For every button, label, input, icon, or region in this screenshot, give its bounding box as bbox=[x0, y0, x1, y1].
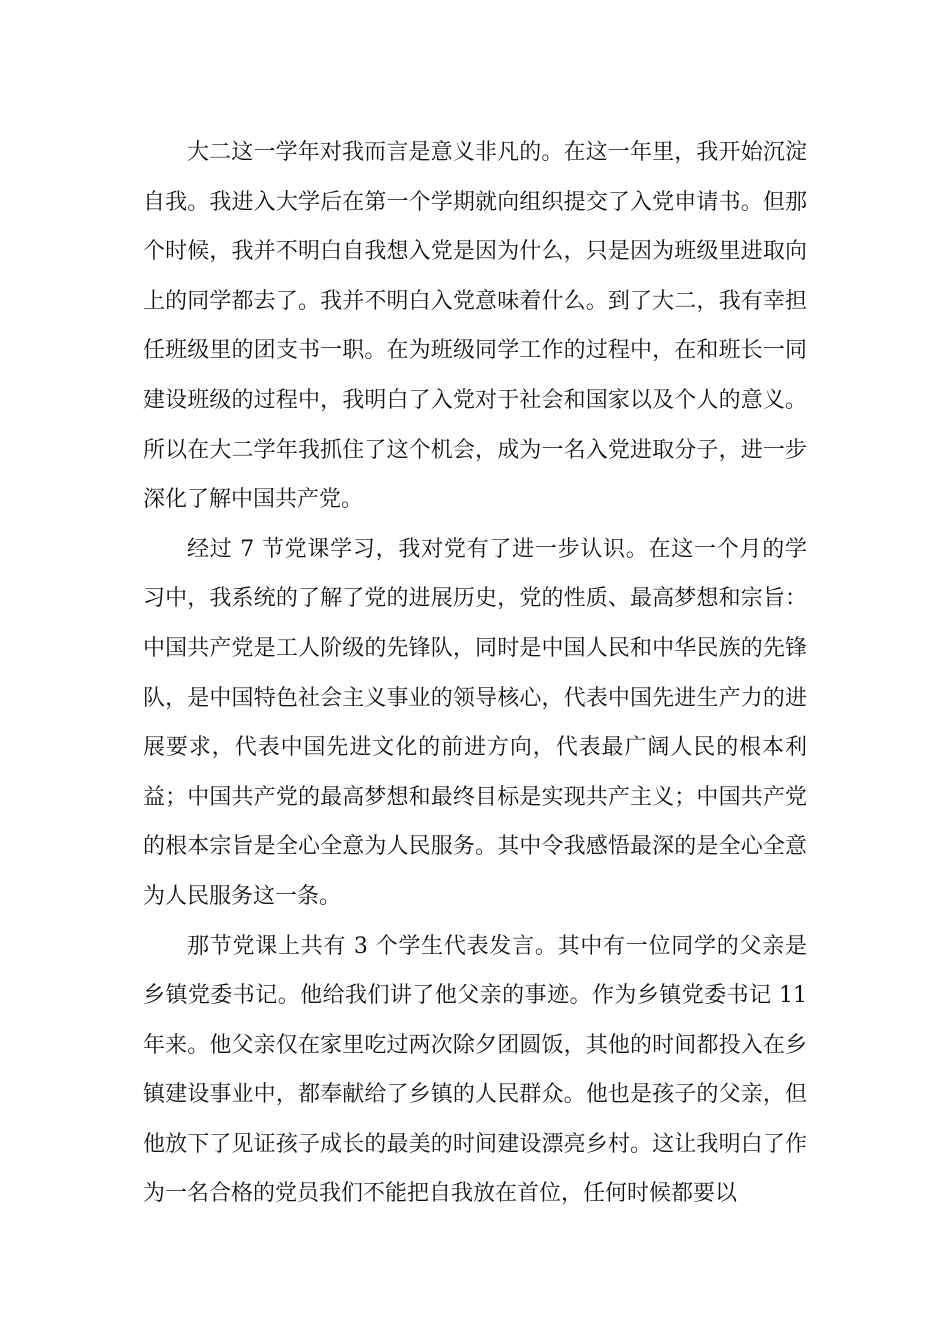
paragraph-3: 那节党课上共有 3 个学生代表发言。其中有一位同学的父亲是乡镇党委书记。他给我们讲了他父亲的事迹。作为乡镇党委书记 11 年来。他父亲仅在家里吃过两次除夕团圆饭，其他的时间都投入在乡镇建设事业中，都奉献给了乡镇的人民群众。他也是孩子的父亲，但他放下了见证孩子成长的最美的时间建设漂亮乡村。这让我明白了作为一名合格的党员我们不能把自我放在首位，任何时候都要以 bbox=[143, 933, 807, 1207]
document-body bbox=[143, 128, 807, 1219]
paragraph-2: 经过 7 节党课学习，我对党有了进一步认识。在这一个月的学习中，我系统的了解了党的进展历史，党的性质、最高梦想和宗旨：中国共产党是工人阶级的先锋队，同时是中国人民和中华民族的先锋队，是中国特色社会主义事业的领导核心，代表中国先进生产力的进展要求，代表中国先进文化的前进方向，代表最广阔人民的根本利益；中国共产党的最高梦想和最终目标是实现共产主义；中国共产党的根本宗旨是全心全意为人民服务。其中令我感悟最深的是全心全意为人民服务这一条。 bbox=[143, 536, 807, 909]
paragraph-1: 大二这一学年对我而言是意义非凡的。在这一年里，我开始沉淀自我。我进入大学后在第一个学期就向组织提交了入党申请书。但那个时候，我并不明白自我想入党是因为什么，只是因为班级里进取向上的同学都去了。我并不明白入党意味着什么。到了大二，我有幸担任班级里的团支书一职。在为班级同学工作的过程中，在和班长一同建设班级的过程中，我明白了入党对于社会和国家以及个人的意义。所以在大二学年我抓住了这个机会，成为一名入党进取分子，进一步深化了解中国共产党。 bbox=[143, 140, 807, 513]
